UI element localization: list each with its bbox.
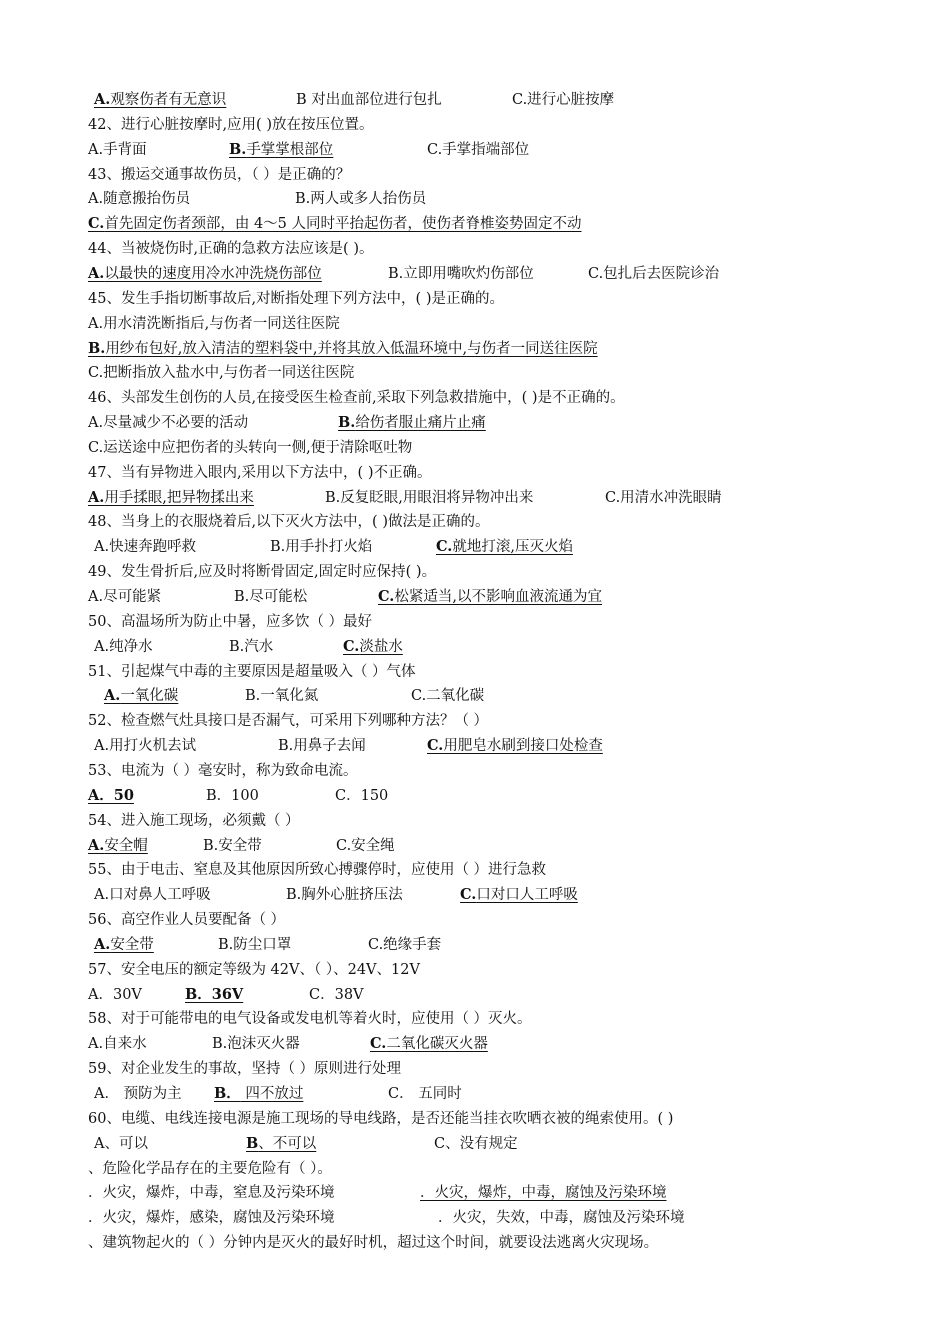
option-text: A.尽可能紧 — [88, 589, 162, 605]
answer-option — [286, 884, 403, 906]
correct-answer-option — [214, 1083, 313, 1105]
option-key: A. — [88, 488, 105, 506]
question-text: 58、对于可能带电的电气设备或发电机等着火时，应使用（ ）灭火。 — [88, 1011, 532, 1028]
answer-option — [605, 487, 722, 509]
answer-option — [88, 984, 142, 1006]
option-text: C.二氧化碳 — [411, 688, 485, 705]
answer-option — [94, 1083, 182, 1105]
option-text: 松紧适当,以不影响血液流通为宜 — [394, 589, 602, 605]
answer-option — [88, 188, 190, 210]
option-text: B.汽水 — [229, 638, 274, 655]
option-key: C. — [436, 538, 453, 556]
option-text: C.包扎后去医院诊治 — [588, 265, 720, 282]
option-text: B.胸外心脏挤压法 — [286, 887, 403, 904]
option-text: ．火灾，爆炸，中毒，窒息及污染环境 — [88, 1185, 335, 1202]
answer-option — [278, 735, 366, 757]
question-text: 57、安全电压的额定等级为 42V、（ ）、24V、12V — [88, 961, 420, 978]
question-text: 46、头部发生创伤的人员,在接受医生检查前,采取下列急救措施中，( )是不正确的。 — [88, 390, 625, 407]
option-text: 给伤者服止痛片止痛 — [355, 415, 486, 432]
option-text: A.随意搬抬伤员 — [88, 191, 191, 208]
correct-answer-option — [420, 1182, 677, 1204]
question-text: 59、对企业发生的事故，坚持（ ）原则进行处理 — [88, 1061, 402, 1078]
option-key: B. — [338, 414, 356, 432]
answer-option — [335, 785, 388, 807]
option-text: C． 五同时 — [388, 1086, 462, 1102]
answer-option — [94, 1133, 148, 1155]
correct-answer-option — [88, 338, 608, 360]
option-key: C. — [378, 588, 395, 605]
option-text: B.立即用嘴吹灼伤部位 — [388, 265, 534, 282]
answer-option — [94, 536, 196, 558]
option-key: B．36V — [185, 985, 244, 1003]
question-text: 56、高空作业人员要配备（ ） — [88, 912, 286, 929]
question-text: 50、高温场所为防止中暑，应多饮（ ）最好 — [88, 613, 373, 630]
question-text: 、危险化学品存在的主要危险有（ ）。 — [88, 1160, 332, 1177]
question-text: 45、发生手指切断事故后,对断指处理下列方法中，( )是正确的。 — [88, 290, 504, 307]
option-text: B.一氧化氮 — [245, 688, 319, 705]
answer-option — [438, 1207, 685, 1229]
option-key: A. — [94, 935, 111, 953]
option-text: A.自来水 — [88, 1036, 147, 1053]
answer-option — [336, 835, 395, 857]
question-text: 42、进行心脏按摩时,应用( )放在按压位置。 — [88, 116, 374, 133]
answer-option — [94, 636, 153, 658]
answer-option — [325, 487, 533, 509]
option-key: A. — [104, 687, 121, 705]
correct-answer-option — [378, 586, 612, 608]
answer-option — [411, 685, 484, 707]
option-text: 观察伤者有无意识 — [110, 92, 227, 108]
option-text: C.运送途中应把伤者的头转向一侧,便于清除呕吐物 — [88, 439, 413, 456]
question-text: 52、检查燃气灶具接口是否漏气，可采用下列哪种方法？（ ） — [88, 713, 489, 730]
answer-option — [88, 139, 147, 161]
answer-option — [218, 934, 291, 956]
option-text: 首先固定伤者颈部，由 4～5 人同时平抬起伤者，使伤者脊椎姿势固定不动 — [104, 216, 582, 233]
option-key: C. — [460, 886, 477, 904]
option-text: B.防尘口罩 — [218, 936, 292, 953]
answer-option — [588, 263, 719, 285]
question-text: 51、引起煤气中毒的主要原因是超量吸入（ ）气体 — [88, 663, 416, 680]
answer-option — [229, 636, 273, 658]
option-text: A.用水清洗断指后,与伤者一同送往医院 — [88, 315, 340, 332]
correct-answer-option — [246, 1133, 326, 1155]
option-text: A．30V — [88, 986, 142, 1003]
answer-option — [88, 586, 161, 608]
option-text: 、不可以 — [258, 1135, 317, 1152]
option-key: C. — [343, 637, 360, 655]
answer-option — [434, 1133, 518, 1155]
option-text: C．38V — [309, 986, 364, 1003]
option-text: B.反复眨眼,用眼泪将异物冲出来 — [325, 489, 534, 506]
correct-answer-option — [460, 884, 588, 906]
option-text: 以最快的速度用冷水冲洗烧伤部位 — [104, 265, 322, 282]
option-text: B．100 — [206, 787, 259, 804]
option-text: A.尽量减少不必要的活动 — [88, 415, 249, 432]
correct-answer-option — [88, 263, 332, 285]
option-text: C.安全绳 — [336, 837, 395, 854]
option-text: 口对口人工呼吸 — [476, 887, 578, 904]
answer-option — [245, 685, 318, 707]
option-text: A.快速奔跑呼救 — [94, 539, 197, 556]
answer-option — [295, 188, 426, 210]
option-text: 四不放过 — [240, 1086, 304, 1102]
question-text: 53、电流为（ ）毫安时，称为致命电流。 — [88, 762, 358, 779]
question-text: 48、当身上的衣服烧着后,以下灭火方法中，( )做法是正确的。 — [88, 514, 490, 531]
option-key: A. — [94, 91, 111, 108]
option-text: C.把断指放入盐水中,与伤者一同送往医院 — [88, 365, 355, 382]
option-text: B 对出血部位进行包扎 — [296, 92, 442, 108]
option-text: C.手掌指端部位 — [427, 141, 530, 158]
option-key: C. — [427, 737, 444, 755]
option-text: B.安全带 — [203, 837, 262, 854]
option-text: B.用手扑打火焰 — [270, 539, 373, 556]
correct-answer-option — [436, 536, 583, 558]
correct-answer-option — [88, 487, 264, 509]
answer-option — [427, 139, 529, 161]
question-text: 44、当被烧伤时,正确的急救方法应该是( )。 — [88, 241, 374, 258]
correct-answer-option — [343, 636, 413, 658]
answer-option — [88, 412, 248, 434]
answer-option — [88, 362, 354, 384]
answer-option — [88, 437, 412, 459]
option-text: C.用清水冲洗眼睛 — [605, 489, 722, 506]
question-text: 60、电缆、电线连接电源是施工现场的导电线路，是否还能当挂衣吹晒衣被的绳索使用。( ) — [88, 1110, 674, 1127]
option-text: B.泡沫灭火器 — [212, 1036, 300, 1053]
correct-answer-option — [94, 934, 164, 956]
answer-option — [296, 89, 442, 111]
question-text: 47、当有异物进入眼内,采用以下方法中，( )不正确。 — [88, 464, 432, 481]
option-text: A.纯净水 — [94, 638, 153, 655]
answer-option — [270, 536, 372, 558]
answer-option — [388, 263, 534, 285]
option-text: 用手揉眼,把异物揉出来 — [104, 489, 254, 506]
correct-answer-option — [370, 1033, 498, 1055]
correct-answer-option — [94, 89, 236, 111]
answer-option — [203, 835, 262, 857]
option-text: 二氧化碳灭火器 — [386, 1036, 488, 1053]
answer-option — [88, 1207, 335, 1229]
option-key: A. — [88, 836, 105, 854]
correct-answer-option — [338, 412, 496, 434]
question-text: 49、发生骨折后,应及时将断骨固定,固定时应保持( )。 — [88, 564, 437, 581]
option-text: A.口对鼻人工呼吸 — [94, 887, 211, 904]
option-text: ．火灾，爆炸，中毒，腐蚀及污染环境 — [420, 1185, 667, 1202]
answer-option — [206, 785, 259, 807]
option-text: 手掌掌根部位 — [246, 141, 334, 158]
option-text: 用纱布包好,放入清洁的塑料袋中,并将其放入低温环境中,与伤者一同送往医院 — [105, 340, 598, 357]
option-key: B. — [88, 339, 106, 357]
option-text: 就地打滚,压灭火焰 — [452, 539, 573, 556]
answer-option — [88, 1182, 335, 1204]
option-text: C．150 — [335, 787, 389, 804]
option-key: C. — [88, 215, 105, 233]
option-text: 用肥皂水刷到接口处检查 — [443, 738, 603, 755]
option-key: B． — [214, 1085, 241, 1102]
question-text: 、建筑物起火的（ ）分钟内是灭火的最好时机，超过这个时间，就要设法逃离火灾现场。 — [88, 1235, 659, 1252]
option-text: 安全带 — [110, 936, 154, 953]
option-text: C.绝缘手套 — [368, 936, 442, 953]
answer-option — [88, 313, 340, 335]
option-text: B.用鼻子去闻 — [278, 738, 366, 755]
question-text: 43、搬运交通事故伤员，（ ）是正确的？ — [88, 166, 351, 183]
answer-option — [234, 586, 307, 608]
correct-answer-option — [427, 735, 613, 757]
correct-answer-option — [88, 785, 156, 807]
option-text: A.用打火机去试 — [94, 738, 197, 755]
option-key: A. — [88, 264, 105, 282]
option-text: A.手背面 — [88, 141, 147, 158]
answer-option — [368, 934, 441, 956]
option-key: A．50 — [88, 786, 134, 804]
option-key: C. — [370, 1035, 387, 1053]
answer-option — [94, 884, 211, 906]
correct-answer-option — [104, 685, 188, 707]
correct-answer-option — [88, 213, 592, 235]
correct-answer-option — [229, 139, 343, 161]
answer-option — [94, 735, 196, 757]
option-text: ．火灾，失效，中毒，腐蚀及污染环境 — [438, 1210, 685, 1227]
correct-answer-option — [185, 984, 249, 1006]
option-text: ．火灾，爆炸，感染，腐蚀及污染环境 — [88, 1210, 335, 1227]
option-text: A． 预防为主 — [94, 1086, 182, 1102]
correct-answer-option — [88, 835, 158, 857]
option-text: B.尽可能松 — [234, 589, 308, 605]
option-text: 一氧化碳 — [120, 688, 179, 705]
option-text: A、可以 — [94, 1135, 148, 1152]
answer-option — [388, 1083, 462, 1105]
option-key: B — [246, 1134, 259, 1152]
option-text: 安全帽 — [104, 837, 148, 854]
answer-option — [512, 89, 614, 111]
option-text: B.两人或多人抬伤员 — [295, 191, 427, 208]
option-key: B. — [229, 140, 247, 158]
answer-option — [212, 1033, 300, 1055]
answer-option — [309, 984, 364, 1006]
question-text: 54、进入施工现场，必须戴（ ） — [88, 812, 300, 829]
option-text: C.进行心脏按摩 — [512, 92, 615, 108]
question-text: 55、由于电击、窒息及其他原因所致心搏骤停时，应使用（ ）进行急救 — [88, 862, 547, 879]
option-text: C、没有规定 — [434, 1135, 518, 1152]
option-text: 淡盐水 — [359, 638, 403, 655]
answer-option — [88, 1033, 147, 1055]
